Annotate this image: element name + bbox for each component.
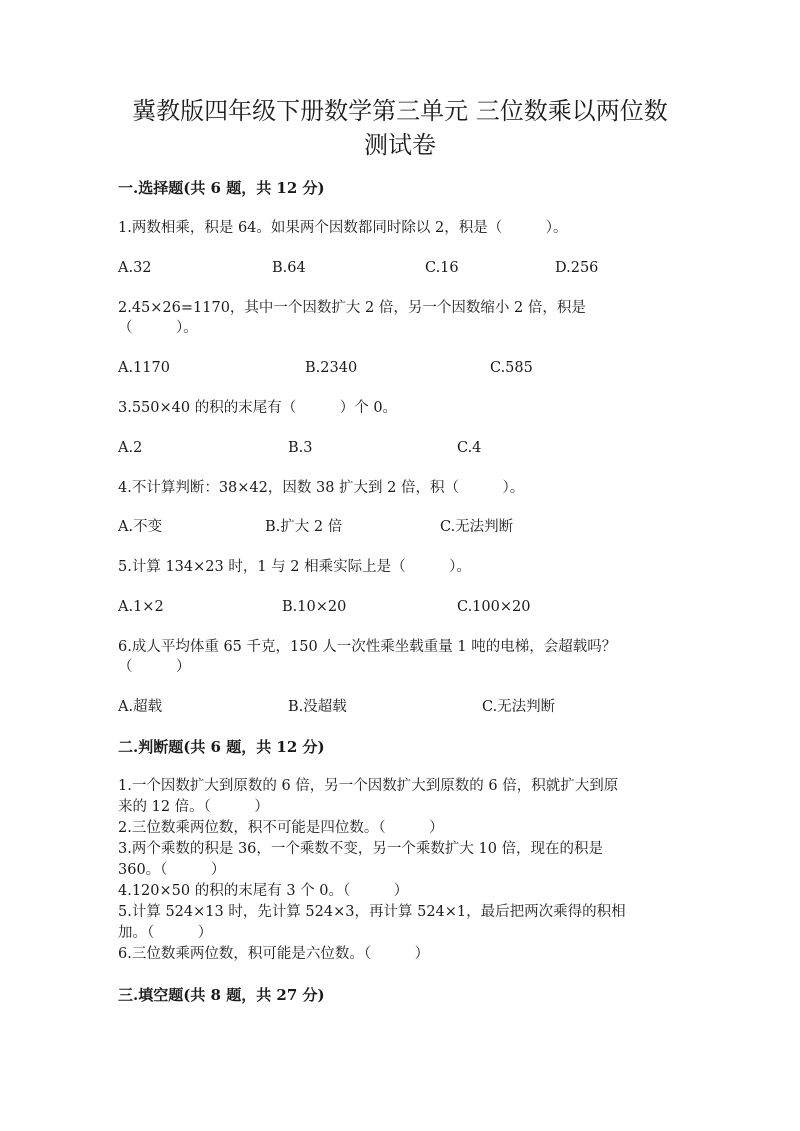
question-text: 5.计算 134×23 时，1 与 2 相乘实际上是（ ）。 [118,559,471,575]
question-text: 4.不计算判断：38×42，因数 38 扩大到 2 倍，积（ ）。 [118,480,525,496]
question-text: 5.计算 524×13 时，先计算 524×3，再计算 524×1，最后把两次乘得的积相 [118,904,626,920]
question-option: B.扩大 2 倍 [265,519,343,535]
question-text: （ ） [118,659,191,675]
question-option: B.没超载 [288,699,347,715]
page-title-line2: 测试卷 [364,131,436,159]
page-title-line1: 冀教版四年级下册数学第三单元 三位数乘以两位数 [132,97,668,125]
question-option: B.2340 [305,360,358,376]
question-text: 6.成人平均体重 65 千克，150 人一次性乘坐载重量 1 吨的电梯，会超载吗？ [118,639,617,655]
question-option: C.无法判断 [482,699,556,715]
question-text: 1.两数相乘，积是 64。如果两个因数都同时除以 2，积是（ ）。 [118,220,568,236]
question-option: B.10×20 [282,599,347,615]
question-text: 加。（ ） [118,925,213,941]
question-option: A.2 [118,440,143,456]
question-option: A.32 [118,260,152,276]
question-text: 1.一个因数扩大到原数的 6 倍，另一个因数扩大到原数的 6 倍，积就扩大到原 [118,778,619,794]
question-option: D.256 [555,260,599,276]
question-text: 6.三位数乘两位数，积可能是六位数。（ ） [118,946,430,962]
question-text: 来的 12 倍。（ ） [118,799,269,815]
question-option: B.64 [272,260,306,276]
question-option: C.100×20 [457,599,531,615]
question-option: C.585 [490,360,533,376]
question-option: A.超载 [118,699,163,715]
section-heading-choice: 一.选择题(共 6 题，共 12 分) [118,179,325,197]
question-option: B.3 [288,440,313,456]
question-text: 360。（ ） [118,862,226,878]
question-option: C.无法判断 [440,519,514,535]
question-text: 4.120×50 的积的末尾有 3 个 0。（ ） [118,883,409,899]
question-text: 3.550×40 的积的末尾有（ ）个 0。 [118,400,398,416]
question-text: 2.45×26=1170，其中一个因数扩大 2 倍，另一个因数缩小 2 倍，积是 [118,300,586,316]
question-text: 2.三位数乘两位数，积不可能是四位数。（ ） [118,820,444,836]
question-text: 3.两个乘数的积是 36，一个乘数不变，另一个乘数扩大 10 倍，现在的积是 [118,841,604,857]
question-text: （ ）。 [118,320,198,336]
question-option: A.不变 [118,519,163,535]
section-heading-judgement: 二.判断题(共 6 题，共 12 分) [118,738,325,756]
question-option: A.1×2 [118,599,164,615]
section-heading-fill-in: 三.填空题(共 8 题，共 27 分) [118,986,325,1004]
question-option: C.16 [425,260,459,276]
question-option: C.4 [457,440,482,456]
question-option: A.1170 [118,360,170,376]
